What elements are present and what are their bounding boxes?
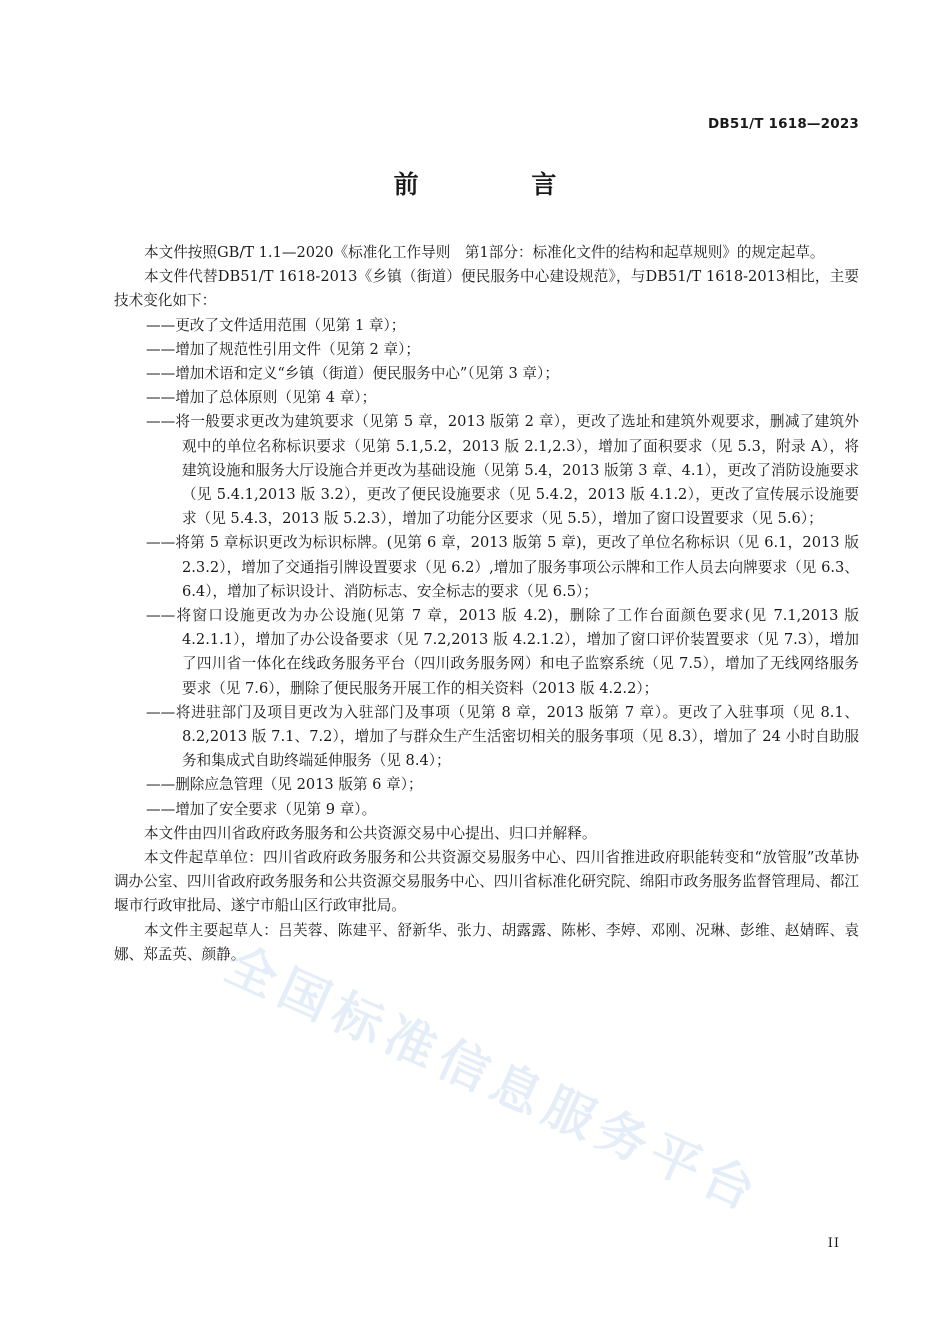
change-item: ——增加了规范性引用文件（见第 2 章）； (146, 340, 420, 358)
page-number: II (827, 1236, 840, 1251)
paragraph-drafting-basis: 本文件按照GB/T 1.1—2020《标准化工作导则 第1部分：标准化文件的结构和起草规则》的规定起草。 (144, 244, 825, 261)
change-item: ——将进驻部门及项目更改为入驻部门及事项（见第 8 章，2013 版第 7 章）。更改了入驻事项（见 8.1、8.2,2013 版 7.1、7.2），增加了与群众生产生活密切相关的服务事项（见 8.3），增加了 24 小时自助服务和集成式自助终端延伸服务（见 8.4）； (146, 703, 859, 770)
change-item: ——增加术语和定义“乡镇（街道）便民服务中心”（见第 3 章）； (146, 365, 559, 383)
foreword-body (114, 241, 859, 967)
change-item: ——将窗口设施更改为办公设施(见第 7 章，2013 版 4.2)，删除了工作台面颜色要求(见 7.1,2013 版 4.2.1.1），增加了办公设备要求（见 7.2,2013 版 4.2.1.2），增加了窗口评价装置要求（见 7.3），增加了四川省一体化在线政务服务平台（四川政务服务网）和电子监察系统（见 7.5），增加了无线网络服务要求（见 7.6），删除了便民服务开展工作的相关资料（2013 版 4.2.2）； (146, 607, 859, 697)
watermark: 全国标准信息服务平台 (216, 935, 771, 1224)
change-item: ——删除应急管理（见 2013 版第 6 章）； (146, 776, 423, 794)
paragraph-drafters: 本文件主要起草人：吕芙蓉、陈建平、舒新华、张力、胡露露、陈彬、李婷、邓刚、况琳、彭维、赵婧晖、袁娜、郑孟英、颜静。 (114, 921, 859, 963)
paragraph-replacement: 本文件代替DB51/T 1618-2013《乡镇（街道）便民服务中心建设规范》，与DB51/T 1618-2013相比，主要技术变化如下： (114, 268, 859, 310)
paragraph-drafting-units: 本文件起草单位：四川省政府政务服务和公共资源交易服务中心、四川省推进政府职能转变和“放管服”改革协调办公室、四川省政府政务服务和公共资源交易服务中心、四川省标准化研究院、绵阳市政务服务监督管理局、都江堰市行政审批局、遂宁市船山区行政审批局。 (114, 849, 859, 915)
change-item: ——将一般要求更改为建筑要求（见第 5 章，2013 版第 2 章），更改了选址和建筑外观要求，删减了建筑外观中的单位名称标识要求（见第 5.1,5.2，2013 版 2.1,2.3），增加了面积要求（见 5.3，附录 A），将建筑设施和服务大厅设施合并更改为基础设施（见第 5.4，2013 版第 3 章、4.1），更改了消防设施要求（见 5.4.1,2013 版 3.2），更改了便民设施要求（见 5.4.2，2013 版 4.1.2），更改了宣传展示设施要求（见 5.4.3，2013 版 5.2.3），增加了功能分区要求（见 5.5），增加了窗口设置要求（见 5.6）； (146, 413, 859, 528)
change-item: ——更改了文件适用范围（见第 1 章）； (146, 316, 406, 334)
change-item: ——将第 5 章标识更改为标识标牌。(见第 6 章，2013 版第 5 章)，更改了单位名称标识（见 6.1，2013 版 2.3.2），增加了交通指引牌设置要求（见 6.2）,增加了服务事项公示牌和工作人员去向牌要求（见 6.3、6.4），增加了标识设计、消防标志、安全标志的要求（见 6.5）； (146, 534, 859, 600)
change-item: ——增加了安全要求（见第 9 章）。 (146, 800, 377, 818)
change-item: ——增加了总体原则（见第 4 章）； (146, 389, 377, 407)
page-title: 前 言 (393, 170, 609, 199)
document-code: DB51/T 1618—2023 (708, 116, 859, 132)
paragraph-proposer: 本文件由四川省政府政务服务和公共资源交易中心提出、归口并解释。 (144, 824, 597, 842)
